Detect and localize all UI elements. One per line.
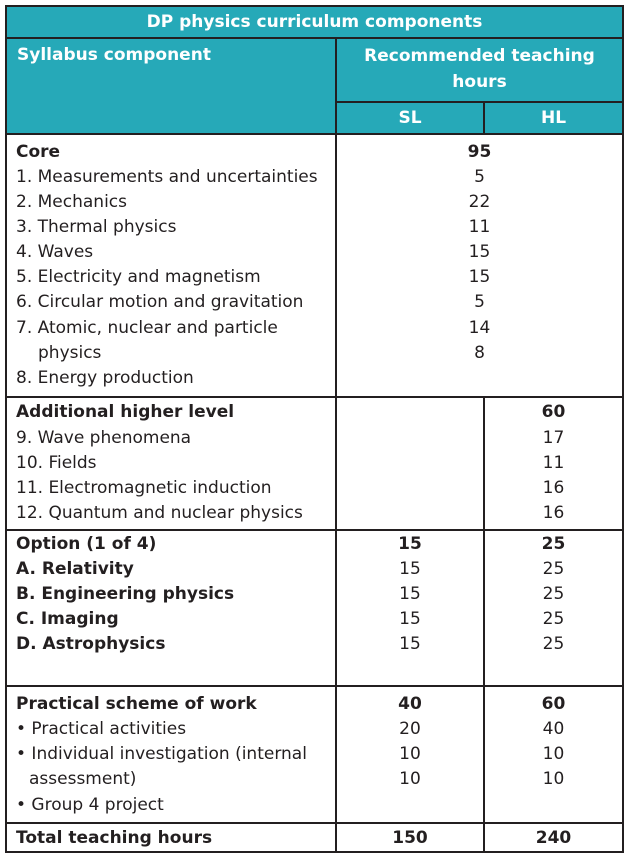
topic-label: 5. Electricity and magnetism <box>16 267 261 287</box>
topic-hours: 5 <box>474 292 485 312</box>
practical-hours-sl: 10 <box>399 744 421 764</box>
section-title: Additional higher level <box>16 402 235 422</box>
header-sl: SL <box>337 103 483 133</box>
option-total-hl: 25 <box>541 534 566 554</box>
table-row <box>7 215 622 240</box>
total-hl: 240 <box>535 828 572 848</box>
topic-hours: 14 <box>468 318 491 338</box>
topic-label: 3. Thermal physics <box>16 217 177 237</box>
topic-label: 7. Atomic, nuclear and particle <box>16 318 278 338</box>
topic-label: 12. Quantum and nuclear physics <box>16 503 303 523</box>
topic-label: physics <box>38 343 102 363</box>
header-hours-line2: hours <box>452 72 507 92</box>
table-row <box>7 767 622 792</box>
topic-hours: 11 <box>468 217 491 237</box>
option-label: C. Imaging <box>16 609 119 629</box>
table-row <box>7 290 622 315</box>
table-row <box>7 240 622 265</box>
ahl-total-hl: 60 <box>541 402 566 422</box>
table-row <box>7 582 622 607</box>
topic-hours: 15 <box>468 267 491 287</box>
practical-label: • Practical activities <box>16 719 187 739</box>
table-row <box>7 426 622 451</box>
divider <box>335 37 337 133</box>
practical-hours-hl: 40 <box>542 719 565 739</box>
practical-hours-hl: 10 <box>542 744 565 764</box>
table-row <box>7 165 622 190</box>
topic-label: 2. Mechanics <box>16 192 127 212</box>
curriculum-table <box>5 5 624 853</box>
topic-label: 1. Measurements and uncertainties <box>16 167 318 187</box>
total-label: Total teaching hours <box>16 828 213 848</box>
divider <box>7 133 622 135</box>
option-hours-sl: 15 <box>399 584 421 604</box>
table-row <box>7 632 622 657</box>
topic-hours: 5 <box>474 167 485 187</box>
table-row <box>7 476 622 501</box>
option-label: D. Astrophysics <box>16 634 166 654</box>
option-hours-hl: 25 <box>542 609 565 629</box>
section-title: Practical scheme of work <box>16 694 257 714</box>
topic-label: 4. Waves <box>16 242 94 262</box>
table-row <box>7 793 622 818</box>
section-option-header <box>7 532 622 557</box>
divider <box>7 685 622 687</box>
section-title: Option (1 of 4) <box>16 534 157 554</box>
table-row <box>7 341 622 366</box>
option-label: A. Relativity <box>16 559 134 579</box>
total-sl: 150 <box>392 828 428 848</box>
option-total-sl: 15 <box>398 534 422 554</box>
option-hours-sl: 15 <box>399 559 421 579</box>
topic-hours: 22 <box>468 192 491 212</box>
practical-total-sl: 40 <box>398 694 422 714</box>
practical-total-hl: 60 <box>541 694 566 714</box>
core-total: 95 <box>467 142 492 162</box>
option-hours-sl: 15 <box>399 634 421 654</box>
total-row <box>7 826 622 851</box>
topic-hours-hl: 16 <box>542 478 565 498</box>
table-row <box>7 742 622 767</box>
practical-hours-hl: 10 <box>542 769 565 789</box>
section-practical-header <box>7 692 622 717</box>
table-row <box>7 316 622 341</box>
topic-label: 8. Energy production <box>16 368 194 388</box>
topic-label: 11. Electromagnetic induction <box>16 478 272 498</box>
divider <box>7 822 622 824</box>
topic-label: 6. Circular motion and gravitation <box>16 292 304 312</box>
option-hours-hl: 25 <box>542 634 565 654</box>
header-hl: HL <box>485 103 622 133</box>
table-row <box>7 501 622 526</box>
section-core-header <box>7 140 622 165</box>
table-row <box>7 717 622 742</box>
section-ahl-header <box>7 400 622 425</box>
header-syllabus-component: Syllabus component <box>7 39 335 133</box>
topic-hours-hl: 16 <box>542 503 565 523</box>
topic-hours-hl: 17 <box>542 428 565 448</box>
practical-hours-sl: 20 <box>399 719 421 739</box>
topic-hours: 15 <box>468 242 491 262</box>
option-hours-hl: 25 <box>542 559 565 579</box>
divider <box>7 529 622 531</box>
table-row <box>7 265 622 290</box>
option-hours-hl: 25 <box>542 584 565 604</box>
table-row <box>7 451 622 476</box>
topic-label: 9. Wave phenomena <box>16 428 192 448</box>
practical-hours-sl: 10 <box>399 769 421 789</box>
table-row <box>7 557 622 582</box>
topic-hours: 8 <box>474 343 485 363</box>
header-recommended-hours <box>337 39 622 101</box>
table-row <box>7 190 622 215</box>
section-title: Core <box>16 142 61 162</box>
header-hours-line1: Recommended teaching <box>364 46 595 66</box>
practical-label: • Individual investigation (internal <box>16 744 307 764</box>
practical-label: assessment) <box>29 769 137 789</box>
option-label: B. Engineering physics <box>16 584 235 604</box>
option-hours-sl: 15 <box>399 609 421 629</box>
divider <box>483 101 485 133</box>
topic-label: 10. Fields <box>16 453 97 473</box>
table-title: DP physics curriculum components <box>7 7 622 37</box>
topic-hours-hl: 11 <box>542 453 565 473</box>
divider <box>7 396 622 398</box>
table-row <box>7 607 622 632</box>
practical-label: • Group 4 project <box>16 795 164 815</box>
table-row <box>7 366 622 391</box>
